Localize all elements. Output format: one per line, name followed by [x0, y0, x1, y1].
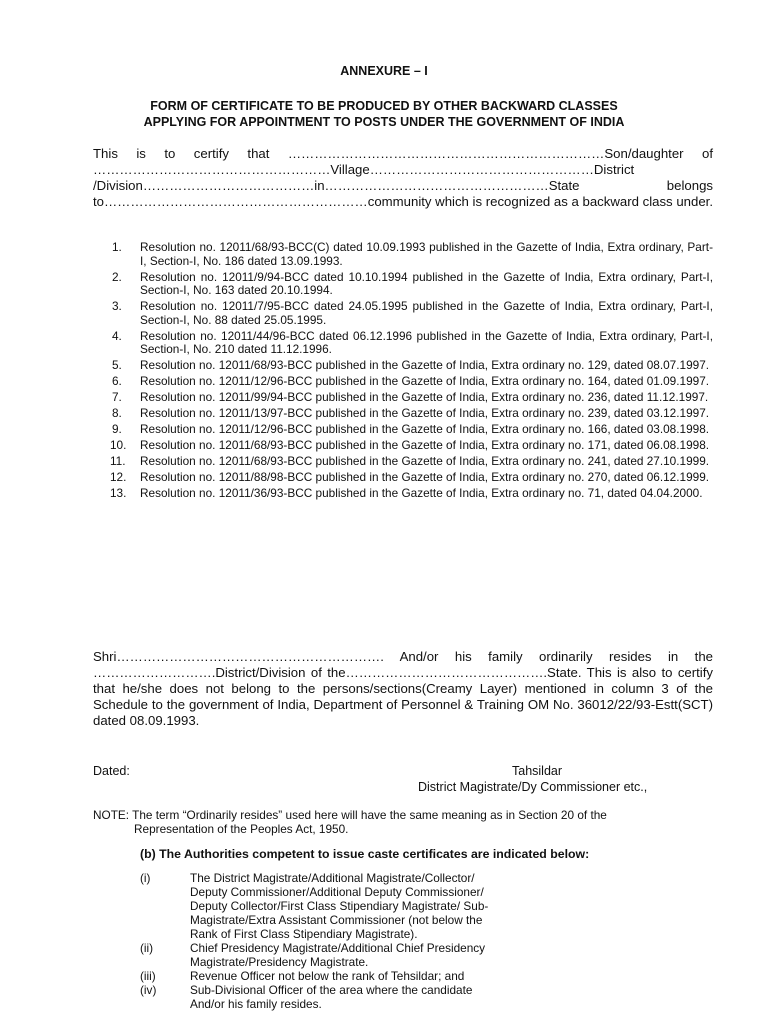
list-number: 5. [112, 358, 122, 372]
list-text-line: Magistrate/Presidency Magistrate. [190, 955, 369, 969]
list-number: 9. [112, 422, 122, 436]
annexure-heading: ANNEXURE – I [340, 64, 428, 78]
residence-paragraph: Shri……………………………………………………. And/or his family ordinarily resides in the ……………………….District/Division of the……………………………………….State. This is also to certify that he/she does not belong to the persons/sections(Creamy Layer) mentioned in column 3 of the Schedule to the government of India, Department of Personnel & Training OM No. 36012/22/93-Estt(SCT) dated 08.09.1993. [93, 649, 713, 728]
list-text-line: Deputy Commissioner/Additional Deputy Commissioner/ [190, 885, 484, 899]
list-number: 3. [112, 299, 122, 313]
list-number: 2. [112, 269, 122, 284]
list-number: 1. [112, 240, 122, 254]
form-title-line-1: FORM OF CERTIFICATE TO BE PRODUCED BY OTHER BACKWARD CLASSES [150, 99, 618, 113]
list-text: Resolution no. 12011/99/94-BCC published in the Gazette of India, Extra ordinary no. 236, dated 11.12.1997. [140, 390, 709, 404]
list-item [140, 941, 540, 969]
list-text-line: Sub-Divisional Officer of the area where the candidate [190, 983, 473, 997]
list-number: 7. [112, 390, 122, 404]
list-item [140, 983, 540, 1011]
list-number: (ii) [140, 941, 154, 955]
note-line-2: Representation of the Peoples Act, 1950. [134, 822, 349, 836]
list-text: Resolution no. 12011/68/93-BCC published in the Gazette of India, Extra ordinary no. 129, dated 08.07.1997. [140, 358, 710, 372]
list-text-line: Deputy Collector/First Class Stipendiary Magistrate/ Sub- [190, 899, 489, 913]
certify-paragraph: This is to certify that ………………………………………………………………Son/daughter of ………………………………………………Village……………………………………………District /Division…………………………………in……………………………………………State belongs to……………………………………………………community which is recognized as a backward class under. [93, 146, 713, 209]
list-item [93, 359, 713, 373]
note-block [93, 808, 713, 836]
authorities-list [140, 871, 540, 1011]
list-text-line: The District Magistrate/Additional Magistrate/Collector/ [190, 871, 475, 885]
dated-label: Dated: [93, 764, 130, 778]
list-text: Resolution no. 12011/13/97-BCC published in the Gazette of India, Extra ordinary no. 239, dated 03.12.1997. [140, 406, 710, 420]
list-item [140, 871, 540, 941]
signatory-title: Tahsildar [512, 764, 563, 778]
list-text: Resolution no. 12011/68/93-BCC published in the Gazette of India, Extra ordinary no. 241, dated 27.10.1999. [140, 454, 710, 468]
list-number: 6. [112, 374, 122, 388]
list-text: Resolution no. 12011/68/93-BCC(C) dated 10.09.1993 published in the Gazette of India, Extra ordinary, Part-I, Section-I, No. 186 dated 13.09.1993. [140, 240, 713, 268]
list-text: Resolution no. 12011/68/93-BCC published in the Gazette of India, Extra ordinary no. 171, dated 06.08.1998. [140, 438, 710, 452]
list-text: Resolution no. 12011/36/93-BCC published in the Gazette of India, Extra ordinary no. 71, dated 04.04.2000. [140, 486, 703, 500]
list-number: 12. [110, 470, 127, 484]
list-text-line: Chief Presidency Magistrate/Additional Chief Presidency [190, 941, 486, 955]
list-text: Resolution no. 12011/44/96-BCC dated 06.12.1996 published in the Gazette of India, Extra ordinary, Part-I, Section-I, No. 210 dated 11.12.1996. [140, 328, 713, 356]
list-text: Resolution no. 12011/12/96-BCC published in the Gazette of India, Extra ordinary no. 166, dated 03.08.1998. [140, 422, 710, 436]
list-number: (i) [140, 871, 151, 885]
list-number: (iii) [140, 969, 156, 983]
list-item [93, 439, 713, 453]
list-number: 13. [110, 486, 127, 500]
list-item [93, 330, 713, 357]
authorities-heading: (b) The Authorities competent to issue caste certificates are indicated below: [140, 847, 590, 861]
resolution-list [93, 241, 713, 503]
list-text-line: Rank of First Class Stipendiary Magistrate). [190, 927, 418, 941]
list-number: 10. [110, 438, 127, 452]
list-item [93, 300, 713, 327]
list-item [93, 471, 713, 485]
list-item [93, 407, 713, 421]
list-text: Resolution no. 12011/12/96-BCC published in the Gazette of India, Extra ordinary no. 164, dated 01.09.1997. [140, 374, 710, 388]
list-item [93, 391, 713, 405]
list-item [93, 487, 713, 501]
list-text-line: And/or his family resides. [190, 997, 322, 1011]
list-item [93, 241, 713, 268]
note-line-1: NOTE: The term “Ordinarily resides” used here will have the same meaning as in Section 20 of the [93, 808, 607, 822]
list-text-line: Revenue Officer not below the rank of Tehsildar; and [190, 969, 465, 983]
list-number: 8. [112, 406, 122, 420]
list-item [93, 271, 713, 298]
list-text: Resolution no. 12011/7/95-BCC dated 24.05.1995 published in the Gazette of India, Extra ordinary, Part-I, Section-I, No. 88 dated 25.05.1995. [140, 299, 713, 327]
form-title-line-2: APPLYING FOR APPOINTMENT TO POSTS UNDER THE GOVERNMENT OF INDIA [143, 115, 625, 129]
list-item [93, 423, 713, 437]
list-item [93, 455, 713, 469]
list-number: (iv) [140, 983, 157, 997]
list-text: Resolution no. 12011/88/98-BCC published in the Gazette of India, Extra ordinary no. 270, dated 06.12.1999. [140, 470, 710, 484]
list-text-line: Magistrate/Extra Assistant Commissioner (not below the [190, 913, 483, 927]
list-number: 11. [110, 454, 126, 468]
list-item [140, 969, 540, 983]
list-number: 4. [112, 328, 122, 343]
list-item [93, 375, 713, 389]
form-title [0, 98, 768, 130]
list-text: Resolution no. 12011/9/94-BCC dated 10.10.1994 published in the Gazette of India, Extra ordinary, Part-I, Section-I, No. 163 dated 20.10.1994. [140, 269, 713, 297]
signatory-designation: District Magistrate/Dy Commissioner etc., [418, 780, 648, 794]
